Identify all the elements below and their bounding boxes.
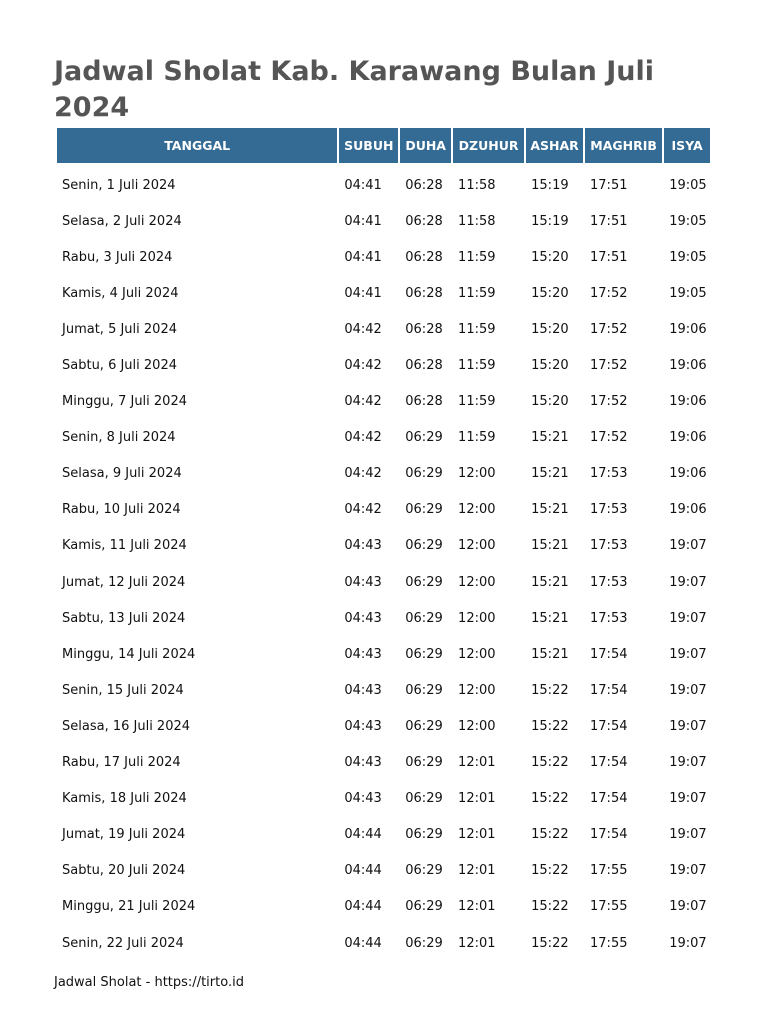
isya-time: 19:06 — [669, 466, 707, 482]
isya-time: 19:07 — [669, 935, 707, 951]
header-subuh: SUBUH — [339, 128, 398, 163]
table-row — [57, 163, 710, 203]
date-cell: Rabu, 10 Juli 2024 — [62, 502, 181, 518]
subuh-time: 04:44 — [344, 827, 382, 843]
date-cell: Selasa, 2 Juli 2024 — [62, 213, 182, 229]
maghrib-time: 17:52 — [590, 285, 628, 301]
subuh-time: 04:43 — [344, 574, 382, 590]
ashar-time: 15:22 — [531, 827, 569, 843]
date-cell: Sabtu, 6 Juli 2024 — [62, 358, 177, 374]
ashar-time: 15:22 — [531, 682, 569, 698]
isya-time: 19:06 — [669, 430, 707, 446]
table-row — [57, 275, 710, 311]
header-ashar: ASHAR — [526, 128, 583, 163]
isya-time: 19:07 — [669, 682, 707, 698]
maghrib-time: 17:54 — [590, 682, 628, 698]
maghrib-time: 17:55 — [590, 899, 628, 915]
page-title: Jadwal Sholat Kab. Karawang Bulan Juli 2024 — [54, 56, 654, 123]
duha-time: 06:29 — [405, 791, 443, 807]
maghrib-time: 17:54 — [590, 755, 628, 771]
isya-time: 19:05 — [669, 249, 707, 265]
header-maghrib: MAGHRIB — [585, 128, 662, 163]
dzuhur-time: 12:00 — [458, 610, 496, 626]
duha-time: 06:28 — [405, 177, 443, 193]
isya-time: 19:07 — [669, 899, 707, 915]
date-cell: Selasa, 16 Juli 2024 — [62, 718, 191, 734]
table-row — [57, 311, 710, 347]
table-row — [57, 600, 710, 636]
duha-time: 06:29 — [405, 610, 443, 626]
subuh-time: 04:44 — [344, 899, 382, 915]
maghrib-time: 17:52 — [590, 321, 628, 337]
subuh-time: 04:42 — [344, 394, 382, 410]
duha-time: 06:28 — [405, 213, 443, 229]
ashar-time: 15:20 — [531, 394, 569, 410]
maghrib-time: 17:55 — [590, 863, 628, 879]
ashar-time: 15:22 — [531, 791, 569, 807]
maghrib-time: 17:54 — [590, 718, 628, 734]
date-cell: Jumat, 19 Juli 2024 — [62, 827, 186, 843]
duha-time: 06:29 — [405, 466, 443, 482]
subuh-time: 04:41 — [344, 213, 382, 229]
table-body — [57, 163, 710, 961]
maghrib-time: 17:51 — [590, 249, 628, 265]
date-cell: Rabu, 17 Juli 2024 — [62, 755, 181, 771]
header-duha: DUHA — [400, 128, 451, 163]
table-row — [57, 853, 710, 889]
subuh-time: 04:44 — [344, 863, 382, 879]
date-cell: Minggu, 7 Juli 2024 — [62, 394, 187, 410]
date-cell: Kamis, 18 Juli 2024 — [62, 791, 187, 807]
ashar-time: 15:22 — [531, 899, 569, 915]
isya-time: 19:05 — [669, 213, 707, 229]
date-cell: Senin, 8 Juli 2024 — [62, 430, 176, 446]
date-cell: Minggu, 14 Juli 2024 — [62, 646, 196, 662]
dzuhur-time: 11:59 — [458, 358, 496, 374]
prayer-schedule-table — [55, 128, 712, 961]
table-row — [57, 708, 710, 744]
date-cell: Rabu, 3 Juli 2024 — [62, 249, 173, 265]
date-cell: Sabtu, 20 Juli 2024 — [62, 863, 186, 879]
dzuhur-time: 11:59 — [458, 430, 496, 446]
table-row — [57, 239, 710, 275]
table-row — [57, 636, 710, 672]
dzuhur-time: 11:58 — [458, 213, 496, 229]
ashar-time: 15:22 — [531, 755, 569, 771]
ashar-time: 15:20 — [531, 249, 569, 265]
isya-time: 19:05 — [669, 177, 707, 193]
maghrib-time: 17:53 — [590, 466, 628, 482]
duha-time: 06:28 — [405, 358, 443, 374]
dzuhur-time: 12:00 — [458, 502, 496, 518]
table-row — [57, 564, 710, 600]
dzuhur-time: 12:00 — [458, 646, 496, 662]
ashar-time: 15:19 — [531, 213, 569, 229]
isya-time: 19:07 — [669, 827, 707, 843]
maghrib-time: 17:52 — [590, 394, 628, 410]
duha-time: 06:29 — [405, 827, 443, 843]
maghrib-time: 17:53 — [590, 502, 628, 518]
maghrib-time: 17:54 — [590, 791, 628, 807]
ashar-time: 15:21 — [531, 574, 569, 590]
header-isya: ISYA — [664, 128, 710, 163]
ashar-time: 15:22 — [531, 718, 569, 734]
subuh-time: 04:41 — [344, 177, 382, 193]
duha-time: 06:29 — [405, 502, 443, 518]
ashar-time: 15:22 — [531, 863, 569, 879]
duha-time: 06:29 — [405, 863, 443, 879]
table-row — [57, 384, 710, 420]
isya-time: 19:07 — [669, 574, 707, 590]
table-row — [57, 347, 710, 383]
maghrib-time: 17:52 — [590, 430, 628, 446]
dzuhur-time: 11:59 — [458, 321, 496, 337]
isya-time: 19:07 — [669, 610, 707, 626]
subuh-time: 04:42 — [344, 466, 382, 482]
date-cell: Selasa, 9 Juli 2024 — [62, 466, 182, 482]
table-row — [57, 889, 710, 925]
maghrib-time: 17:53 — [590, 574, 628, 590]
subuh-time: 04:42 — [344, 321, 382, 337]
dzuhur-time: 12:00 — [458, 466, 496, 482]
maghrib-time: 17:53 — [590, 610, 628, 626]
table-row — [57, 925, 710, 961]
table-row — [57, 456, 710, 492]
table-row — [57, 492, 710, 528]
footer-source: Jadwal Sholat - https://tirto.id — [54, 975, 244, 990]
maghrib-time: 17:51 — [590, 177, 628, 193]
ashar-time: 15:21 — [531, 610, 569, 626]
isya-time: 19:06 — [669, 358, 707, 374]
date-cell: Kamis, 4 Juli 2024 — [62, 285, 179, 301]
isya-time: 19:07 — [669, 863, 707, 879]
ashar-time: 15:21 — [531, 502, 569, 518]
dzuhur-time: 12:01 — [458, 827, 496, 843]
subuh-time: 04:42 — [344, 430, 382, 446]
isya-time: 19:05 — [669, 285, 707, 301]
subuh-time: 04:43 — [344, 646, 382, 662]
table-row — [57, 672, 710, 708]
duha-time: 06:29 — [405, 574, 443, 590]
duha-time: 06:28 — [405, 285, 443, 301]
duha-time: 06:29 — [405, 899, 443, 915]
table-header-row — [57, 128, 710, 163]
ashar-time: 15:20 — [531, 358, 569, 374]
dzuhur-time: 11:59 — [458, 285, 496, 301]
dzuhur-time: 11:59 — [458, 394, 496, 410]
dzuhur-time: 12:01 — [458, 899, 496, 915]
duha-time: 06:29 — [405, 718, 443, 734]
subuh-time: 04:43 — [344, 755, 382, 771]
subuh-time: 04:43 — [344, 718, 382, 734]
dzuhur-time: 12:01 — [458, 755, 496, 771]
subuh-time: 04:44 — [344, 935, 382, 951]
ashar-time: 15:21 — [531, 430, 569, 446]
ashar-time: 15:20 — [531, 321, 569, 337]
isya-time: 19:06 — [669, 502, 707, 518]
duha-time: 06:29 — [405, 646, 443, 662]
maghrib-time: 17:53 — [590, 538, 628, 554]
table-row — [57, 745, 710, 781]
subuh-time: 04:41 — [344, 285, 382, 301]
duha-time: 06:29 — [405, 682, 443, 698]
duha-time: 06:29 — [405, 538, 443, 554]
dzuhur-time: 12:00 — [458, 718, 496, 734]
header-dzuhur: DZUHUR — [453, 128, 524, 163]
date-cell: Senin, 1 Juli 2024 — [62, 177, 176, 193]
table-row — [57, 528, 710, 564]
subuh-time: 04:42 — [344, 502, 382, 518]
maghrib-time: 17:52 — [590, 358, 628, 374]
date-cell: Sabtu, 13 Juli 2024 — [62, 610, 186, 626]
ashar-time: 15:22 — [531, 935, 569, 951]
table-row — [57, 817, 710, 853]
duha-time: 06:28 — [405, 394, 443, 410]
table-row — [57, 203, 710, 239]
duha-time: 06:29 — [405, 935, 443, 951]
isya-time: 19:07 — [669, 718, 707, 734]
duha-time: 06:29 — [405, 430, 443, 446]
ashar-time: 15:21 — [531, 466, 569, 482]
date-cell: Kamis, 11 Juli 2024 — [62, 538, 187, 554]
ashar-time: 15:21 — [531, 646, 569, 662]
subuh-time: 04:43 — [344, 682, 382, 698]
subuh-time: 04:41 — [344, 249, 382, 265]
table-row — [57, 420, 710, 456]
header-tanggal: TANGGAL — [57, 128, 337, 163]
dzuhur-time: 12:00 — [458, 574, 496, 590]
ashar-time: 15:21 — [531, 538, 569, 554]
dzuhur-time: 12:00 — [458, 538, 496, 554]
subuh-time: 04:43 — [344, 610, 382, 626]
maghrib-time: 17:51 — [590, 213, 628, 229]
subuh-time: 04:42 — [344, 358, 382, 374]
isya-time: 19:07 — [669, 538, 707, 554]
subuh-time: 04:43 — [344, 538, 382, 554]
date-cell: Senin, 22 Juli 2024 — [62, 935, 184, 951]
ashar-time: 15:19 — [531, 177, 569, 193]
duha-time: 06:28 — [405, 321, 443, 337]
isya-time: 19:07 — [669, 755, 707, 771]
ashar-time: 15:20 — [531, 285, 569, 301]
dzuhur-time: 11:58 — [458, 177, 496, 193]
maghrib-time: 17:55 — [590, 935, 628, 951]
date-cell: Jumat, 12 Juli 2024 — [62, 574, 186, 590]
dzuhur-time: 11:59 — [458, 249, 496, 265]
isya-time: 19:07 — [669, 646, 707, 662]
date-cell: Senin, 15 Juli 2024 — [62, 682, 184, 698]
dzuhur-time: 12:01 — [458, 935, 496, 951]
maghrib-time: 17:54 — [590, 646, 628, 662]
maghrib-time: 17:54 — [590, 827, 628, 843]
subuh-time: 04:43 — [344, 791, 382, 807]
duha-time: 06:29 — [405, 755, 443, 771]
dzuhur-time: 12:00 — [458, 682, 496, 698]
dzuhur-time: 12:01 — [458, 863, 496, 879]
dzuhur-time: 12:01 — [458, 791, 496, 807]
date-cell: Jumat, 5 Juli 2024 — [62, 321, 177, 337]
isya-time: 19:06 — [669, 321, 707, 337]
isya-time: 19:06 — [669, 394, 707, 410]
table-row — [57, 781, 710, 817]
date-cell: Minggu, 21 Juli 2024 — [62, 899, 196, 915]
duha-time: 06:28 — [405, 249, 443, 265]
isya-time: 19:07 — [669, 791, 707, 807]
